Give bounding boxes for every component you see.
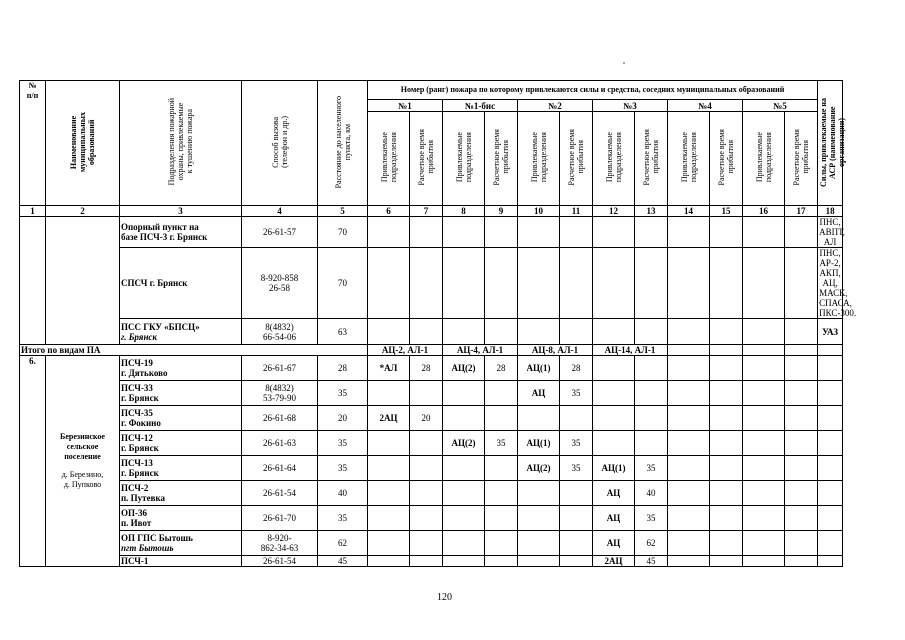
distance-cell: 40 — [318, 481, 368, 506]
unit-name: ПСЧ-33 г. Брянск — [120, 381, 242, 406]
table-row — [20, 531, 843, 556]
col-number: 12 — [593, 206, 635, 217]
cell — [593, 381, 635, 406]
cell: 45 — [635, 556, 668, 567]
cell — [368, 556, 410, 567]
call-cell: 26-61-54 — [242, 481, 318, 506]
col-number: 10 — [518, 206, 560, 217]
unit-name: ПСЧ-19 г. Дятьково — [120, 356, 242, 381]
cell: АЦ — [518, 381, 560, 406]
cell — [368, 506, 410, 531]
cell — [485, 531, 518, 556]
cell: АЦ — [593, 481, 635, 506]
call-cell: 8(4832) 53-79-90 — [242, 381, 318, 406]
call-cell: 8-920- 862-34-63 — [242, 531, 318, 556]
sub-time-5: Расчетное время прибытия — [785, 112, 818, 206]
col-number: 18 — [818, 206, 843, 217]
cell — [518, 556, 560, 567]
col-number: 14 — [668, 206, 710, 217]
cell — [410, 481, 443, 506]
table-header — [20, 81, 847, 217]
distance-cell: 20 — [318, 406, 368, 431]
empty-cell — [46, 217, 120, 345]
cell — [443, 481, 485, 506]
call-cell: 8-920-858 26-58 — [242, 248, 318, 319]
col-number: 3 — [120, 206, 242, 217]
call-cell: 26-61-57 — [242, 217, 318, 248]
call-cell: 26-61-67 — [242, 356, 318, 381]
cell — [518, 481, 560, 506]
cell: АЦ(1) — [593, 456, 635, 481]
cell — [560, 531, 593, 556]
empty-cell — [20, 217, 46, 345]
table-row — [20, 319, 843, 345]
rank-1bis: №1-бис — [443, 100, 518, 112]
cell — [485, 481, 518, 506]
distance-cell: 45 — [318, 556, 368, 567]
header-unit: Подразделения пожарной охраны, привлекаемые к тушению пожара — [120, 81, 242, 206]
cell — [410, 381, 443, 406]
sub-time-4: Расчетное время прибытия — [710, 112, 743, 206]
cell — [368, 431, 410, 456]
col-number: 9 — [485, 206, 518, 217]
cell — [485, 381, 518, 406]
cell — [368, 531, 410, 556]
cell — [485, 506, 518, 531]
forces-table — [19, 80, 857, 567]
col-number: 13 — [635, 206, 668, 217]
cell — [593, 356, 635, 381]
cell — [635, 406, 668, 431]
unit-name: СПСЧ г. Брянск — [120, 248, 242, 319]
scan-speck — [623, 62, 625, 64]
col-number: 2 — [46, 206, 120, 217]
rank-3: №3 — [593, 100, 668, 112]
cell — [443, 556, 485, 567]
asr-cell: УАЗ — [818, 319, 843, 345]
unit-name: ПСЧ-2 п. Путевка — [120, 481, 242, 506]
cell: 35 — [635, 456, 668, 481]
column-numbers-row — [20, 206, 843, 217]
call-cell: 8(4832) 66-54-06 — [242, 319, 318, 345]
distance-cell: 63 — [318, 319, 368, 345]
col-number: 1 — [20, 206, 46, 217]
cell: 35 — [560, 456, 593, 481]
col-number: 17 — [785, 206, 818, 217]
cell — [368, 381, 410, 406]
cell — [410, 506, 443, 531]
cell — [443, 506, 485, 531]
cell: *АЛ — [368, 356, 410, 381]
cell — [443, 531, 485, 556]
sub-units-2: Привлекаемые подразделения — [518, 112, 560, 206]
distance-cell: 70 — [318, 248, 368, 319]
section-name: Березинское сельское поселение — [60, 432, 105, 461]
sub-time-3: Расчетное время прибытия — [635, 112, 668, 206]
rank-1: №1 — [368, 100, 443, 112]
distance-cell: 35 — [318, 456, 368, 481]
asr-cell: ПНС, АВПТ, АЛ — [819, 217, 845, 247]
distance-cell: 35 — [318, 431, 368, 456]
distance-cell: 28 — [318, 356, 368, 381]
col-number: 15 — [710, 206, 743, 217]
cell — [635, 381, 668, 406]
distance-cell: 62 — [318, 531, 368, 556]
distance-cell: 35 — [318, 381, 368, 406]
table-row — [20, 217, 843, 248]
cell: 35 — [560, 431, 593, 456]
section-num: 6. — [20, 356, 46, 567]
cell — [410, 531, 443, 556]
total-rank-1bis: АЦ-4, АЛ-1 — [443, 345, 518, 356]
rank-4: №4 — [668, 100, 743, 112]
cell — [518, 506, 560, 531]
col-number: 4 — [242, 206, 318, 217]
cell — [485, 556, 518, 567]
table-row — [20, 381, 843, 406]
total-rank-3: АЦ-14, АЛ-1 — [593, 345, 668, 356]
table-row — [20, 356, 843, 381]
col-number: 8 — [443, 206, 485, 217]
cell — [410, 556, 443, 567]
cell — [368, 456, 410, 481]
rank-5: №5 — [743, 100, 818, 112]
distance-cell: 35 — [318, 506, 368, 531]
sub-time-2: Расчетное время прибытия — [560, 112, 593, 206]
call-cell: 26-61-64 — [242, 456, 318, 481]
sub-units-3: Привлекаемые подразделения — [593, 112, 635, 206]
cell: 40 — [635, 481, 668, 506]
total-rank-1: АЦ-2, АЛ-1 — [368, 345, 443, 356]
cell — [593, 431, 635, 456]
col-number: 5 — [318, 206, 368, 217]
unit-name: ПСЧ-13 г. Брянск — [120, 456, 242, 481]
unit-name: ПСЧ-12 г. Брянск — [120, 431, 242, 456]
table-row — [20, 481, 843, 506]
cell — [560, 481, 593, 506]
asr-cell: ПНС, АР-2, АКП, АЦ, МАСК, СПАСА, ПКС-300. — [819, 248, 857, 318]
header-call: Способ вызова (телефон и др.) — [242, 81, 318, 206]
sub-time-1bis: Расчетное время прибытия — [485, 112, 518, 206]
page-number: 120 — [437, 592, 452, 603]
cell: АЦ — [593, 531, 635, 556]
col-number: 11 — [560, 206, 593, 217]
unit-name: ПСЧ-1 — [120, 556, 242, 567]
unit-name: ПСС ГКУ «БПСЦ» г. Брянск — [120, 319, 242, 345]
cell — [368, 481, 410, 506]
cell — [443, 381, 485, 406]
table-row — [20, 406, 843, 431]
cell: 35 — [485, 431, 518, 456]
cell — [443, 456, 485, 481]
cell: АЦ — [593, 506, 635, 531]
call-cell: 26-61-63 — [242, 431, 318, 456]
cell: 2АЦ — [593, 556, 635, 567]
rank-2: №2 — [518, 100, 593, 112]
table-row — [20, 506, 843, 531]
distance-cell: 70 — [318, 217, 368, 248]
sub-units-1bis: Привлекаемые подразделения — [443, 112, 485, 206]
total-row — [20, 345, 843, 356]
cell: АЦ(2) — [443, 356, 485, 381]
header-rank-group: Номер (ранг) пожара по которому привлекаются силы и средства, соседних муниципальных образований — [368, 81, 818, 100]
header-distance: Расстояние до населенного пункта, км — [318, 81, 368, 206]
cell — [593, 406, 635, 431]
total-rank-2: АЦ-8, АЛ-1 — [518, 345, 593, 356]
cell: АЦ(2) — [518, 456, 560, 481]
cell — [560, 556, 593, 567]
col-number: 7 — [410, 206, 443, 217]
cell — [485, 456, 518, 481]
unit-name: ОП-36 п. Ивот — [120, 506, 242, 531]
cell: 62 — [635, 531, 668, 556]
table-row — [20, 456, 843, 481]
cell: 20 — [410, 406, 443, 431]
call-cell: 26-61-68 — [242, 406, 318, 431]
cell — [410, 456, 443, 481]
total-label: Итого по видам ПА — [20, 345, 368, 356]
cell — [560, 406, 593, 431]
table-row — [20, 431, 843, 456]
call-cell: 26-61-54 — [242, 556, 318, 567]
header-num: № п/п — [20, 81, 46, 206]
unit-name: Опорный пункт на базе ПСЧ-3 г. Брянск — [120, 217, 242, 248]
cell — [635, 431, 668, 456]
cell: 2АЦ — [368, 406, 410, 431]
cell — [443, 406, 485, 431]
cell — [518, 406, 560, 431]
cell: 35 — [560, 381, 593, 406]
cell: АЦ(1) — [518, 356, 560, 381]
unit-name: ОП ГПС Бытошь пгт Бытошь — [120, 531, 242, 556]
cell — [635, 356, 668, 381]
col-number: 6 — [368, 206, 410, 217]
section-name-cell — [46, 356, 120, 567]
unit-name: ПСЧ-35 г. Фокино — [120, 406, 242, 431]
header-asr: Силы, привлекаемые на АСР (наименование организации) — [818, 81, 843, 206]
sub-units-4: Привлекаемые подразделения — [668, 112, 710, 206]
cell: 35 — [635, 506, 668, 531]
cell: 28 — [410, 356, 443, 381]
cell: АЦ(1) — [518, 431, 560, 456]
sub-units-5: Привлекаемые подразделения — [743, 112, 785, 206]
table-row — [20, 556, 843, 567]
cell: 28 — [485, 356, 518, 381]
cell: АЦ(2) — [443, 431, 485, 456]
cell — [410, 431, 443, 456]
cell — [518, 531, 560, 556]
section-places: д. Березино, д. Пупково — [61, 470, 104, 489]
cell: 28 — [560, 356, 593, 381]
table-row — [20, 248, 843, 319]
cell — [560, 506, 593, 531]
sub-units-1: Привлекаемые подразделения — [368, 112, 410, 206]
col-number: 16 — [743, 206, 785, 217]
cell — [485, 406, 518, 431]
call-cell: 26-61-70 — [242, 506, 318, 531]
header-municipality: Наименование муниципальных образований — [46, 81, 120, 206]
sub-time-1: Расчетное время прибытия — [410, 112, 443, 206]
